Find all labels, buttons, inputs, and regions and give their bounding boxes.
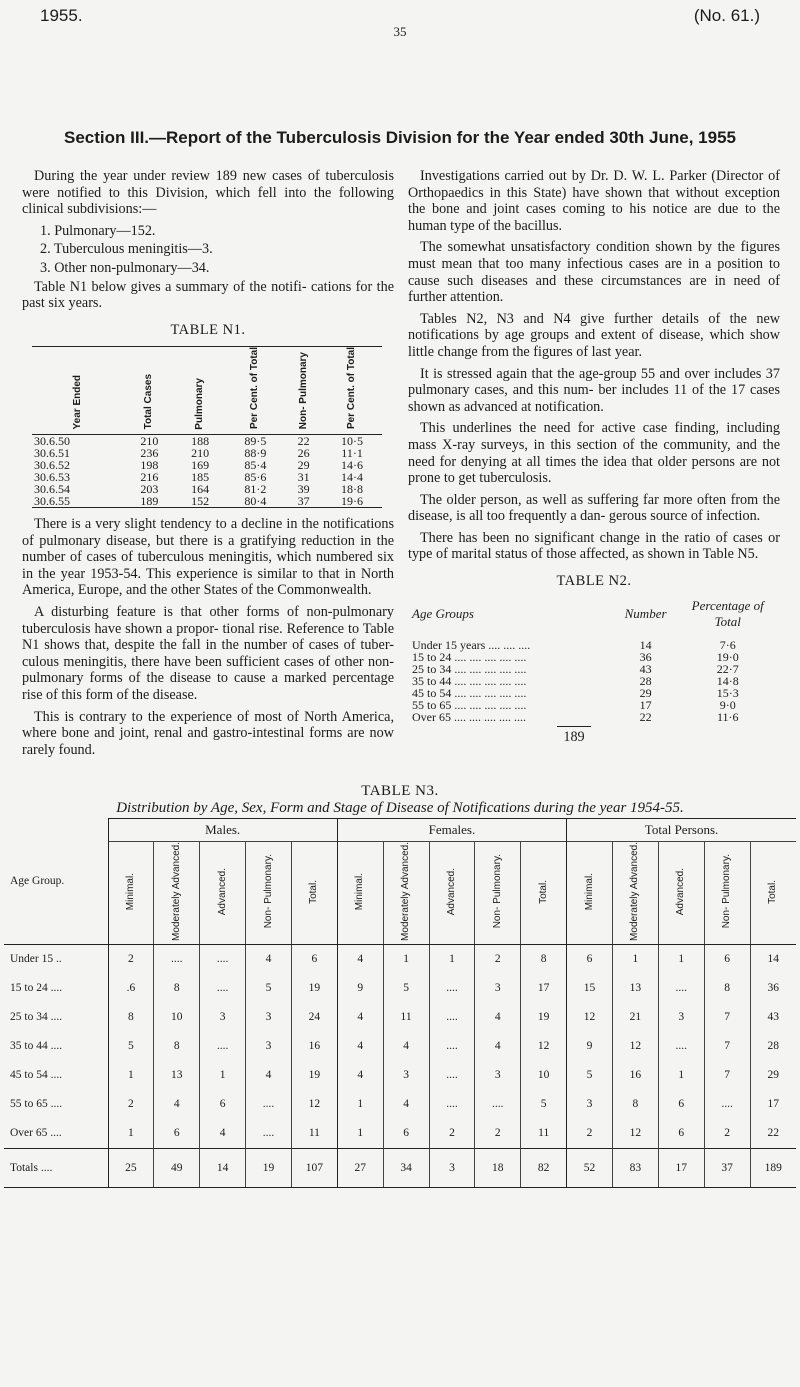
age-group-cell: Over 65 .... bbox=[4, 1119, 108, 1149]
table-cell: 15·3 bbox=[716, 685, 739, 700]
table-cell: 1 bbox=[429, 944, 475, 974]
n3-subheader-cell bbox=[108, 842, 154, 945]
paragraph: The older person, as well as suffering far more often from the disease, is all too frequently a dan- gerous source of infection. bbox=[408, 491, 780, 525]
table-cell: 1 bbox=[337, 1119, 383, 1149]
table-n2 bbox=[412, 598, 777, 723]
page-number: 35 bbox=[393, 24, 407, 39]
table-cell: 22·7 bbox=[716, 661, 739, 676]
table-cell: 34 bbox=[383, 1148, 429, 1187]
table-cell: 30.6.51 bbox=[34, 445, 70, 460]
table-cell: 19 bbox=[521, 1003, 567, 1032]
table-cell: 2 bbox=[108, 944, 154, 974]
table-cell: 81·2 bbox=[244, 481, 267, 496]
n3-subheader-cell bbox=[246, 842, 292, 945]
list-item: 2. Tuberculous meningitis—3. bbox=[40, 241, 213, 258]
table-cell: 3 bbox=[246, 1032, 292, 1061]
n1-header-cell bbox=[285, 347, 322, 435]
table-cell: .... bbox=[429, 1061, 475, 1090]
n3-subheader-label: Advanced. bbox=[445, 867, 457, 916]
table-cell: 55 to 65 .... .... .... .... .... bbox=[412, 697, 527, 712]
table-cell: 11 bbox=[383, 1003, 429, 1032]
table-n3-title: TABLE N3. bbox=[361, 783, 439, 799]
n2-header-age: Age Groups bbox=[412, 605, 474, 621]
table-cell: 12 bbox=[291, 1090, 337, 1119]
n3-subheader-label: Total. bbox=[308, 879, 320, 904]
table-cell: 17 bbox=[658, 1148, 704, 1187]
table-cell: 4 bbox=[154, 1090, 200, 1119]
n3-group-females: Females. bbox=[337, 819, 566, 842]
table-cell: 25 bbox=[108, 1148, 154, 1187]
table-cell: .... bbox=[154, 944, 200, 974]
table-row bbox=[4, 1119, 796, 1149]
table-cell: 28 bbox=[639, 673, 652, 688]
table-cell: 4 bbox=[200, 1119, 246, 1149]
table-cell: 14·8 bbox=[716, 673, 739, 688]
table-cell: .... bbox=[200, 1032, 246, 1061]
age-group-cell: Under 15 .. bbox=[4, 944, 108, 974]
table-cell: 12 bbox=[567, 1003, 613, 1032]
n3-subheader-label: Moderately Advanced. bbox=[400, 842, 412, 941]
n3-subheader-label: Advanced. bbox=[216, 867, 228, 916]
table-cell: 11 bbox=[291, 1119, 337, 1149]
list-item: 1. Pulmonary—152. bbox=[40, 222, 156, 239]
table-cell: 236 bbox=[140, 445, 159, 460]
table-cell: 4 bbox=[337, 1061, 383, 1090]
table-cell: 35 to 44 .... .... .... .... .... bbox=[412, 673, 527, 688]
table-cell: 36 bbox=[639, 649, 652, 664]
table-cell: 6 bbox=[567, 944, 613, 974]
table-cell: 8 bbox=[704, 974, 750, 1003]
table-row bbox=[4, 1003, 796, 1032]
n2-header-number: Number bbox=[624, 605, 667, 621]
table-cell: 2 bbox=[475, 1119, 521, 1149]
header-year: 1955. bbox=[40, 6, 83, 25]
table-cell: 198 bbox=[140, 457, 159, 472]
table-cell: 9·0 bbox=[719, 697, 736, 712]
table-n1 bbox=[32, 346, 382, 508]
table-cell: 107 bbox=[291, 1148, 337, 1187]
table-cell: 7·6 bbox=[719, 637, 736, 652]
table-cell: 19 bbox=[291, 974, 337, 1003]
paragraph: This is contrary to the experience of most of North America, where bone and joint, renal and gastro-intestinal forms are now rarely found. bbox=[22, 708, 394, 758]
table-cell: 11·1 bbox=[341, 445, 363, 460]
table-cell: 83 bbox=[612, 1148, 658, 1187]
table-cell: 29 bbox=[639, 685, 652, 700]
table-cell: .... bbox=[246, 1119, 292, 1149]
table-cell: 14 bbox=[767, 953, 780, 966]
n1-header-cell bbox=[225, 347, 285, 435]
table-cell: 3 bbox=[475, 974, 521, 1003]
n3-subheader-label: Minimal. bbox=[124, 872, 136, 911]
table-cell: 29 bbox=[767, 1069, 780, 1082]
table-cell: 16 bbox=[612, 1061, 658, 1090]
table-cell: 1 bbox=[658, 944, 704, 974]
table-cell: 28 bbox=[767, 1040, 780, 1053]
table-cell: 6 bbox=[200, 1090, 246, 1119]
n3-subheader-cell bbox=[658, 842, 704, 945]
table-cell: 216 bbox=[140, 469, 159, 484]
table-cell: 30.6.55 bbox=[32, 495, 124, 508]
table-row bbox=[4, 1061, 796, 1090]
table-cell: 189 bbox=[750, 1148, 796, 1187]
table-n1-title: TABLE N1. bbox=[170, 321, 246, 338]
table-cell: 2 bbox=[567, 1119, 613, 1149]
n1-header-label: Per Cent. of Total bbox=[249, 347, 261, 430]
table-cell: 4 bbox=[337, 1032, 383, 1061]
table-cell: 7 bbox=[704, 1032, 750, 1061]
table-cell: 4 bbox=[246, 944, 292, 974]
table-cell: 43 bbox=[767, 1011, 780, 1024]
table-cell: .... bbox=[200, 974, 246, 1003]
paragraph: This underlines the need for active case finding, including mass X-ray surveys, in this section of the community, and the need for denying at all times the idea that older persons are not prone to get tuberculosis. bbox=[408, 420, 780, 487]
table-cell: 37 bbox=[285, 495, 322, 508]
age-group-cell: 45 to 54 .... bbox=[4, 1061, 108, 1090]
table-cell: 15 bbox=[567, 974, 613, 1003]
table-cell: 189 bbox=[124, 495, 175, 508]
table-cell: 22 bbox=[767, 1127, 780, 1140]
table-cell: 22 bbox=[297, 433, 310, 448]
n3-group-males: Males. bbox=[108, 819, 337, 842]
table-cell: 210 bbox=[140, 433, 159, 448]
table-cell: 1 bbox=[658, 1061, 704, 1090]
table-cell: 30.6.53 bbox=[34, 469, 70, 484]
n3-subheader-cell bbox=[383, 842, 429, 945]
table-cell: 36 bbox=[767, 982, 780, 995]
table-cell: 10·5 bbox=[341, 433, 364, 448]
paragraph: There has been no significant change in the ratio of cases or type of marital status of those affected, as shown in Table N5. bbox=[408, 529, 780, 563]
n3-subheader-label: Non- Pulmonary. bbox=[491, 854, 503, 929]
table-cell: 152 bbox=[175, 495, 226, 508]
table-cell: 14·4 bbox=[341, 469, 364, 484]
paragraph: Tables N2, N3 and N4 give further details of the new notifications by age groups and extent of disease, which show little change from the figures of last year. bbox=[408, 310, 780, 360]
n3-subheader-cell bbox=[337, 842, 383, 945]
table-row bbox=[412, 711, 777, 723]
n3-subheader-cell bbox=[750, 842, 796, 945]
table-row bbox=[4, 974, 796, 1003]
n1-header-label: Pulmonary bbox=[194, 377, 206, 430]
n3-subheader-label: Moderately Advanced. bbox=[629, 842, 641, 941]
n1-header-cell bbox=[175, 347, 226, 435]
table-cell: 8 bbox=[521, 944, 567, 974]
table-cell: 1 bbox=[108, 1061, 154, 1090]
n3-age-header: Age Group. bbox=[4, 819, 108, 945]
table-cell: 30.6.50 bbox=[34, 433, 70, 448]
n3-subheader-cell bbox=[291, 842, 337, 945]
table-cell: 2 bbox=[475, 944, 521, 974]
table-cell: 19·0 bbox=[716, 649, 739, 664]
table-cell: 30.6.54 bbox=[34, 481, 70, 496]
table-cell: 185 bbox=[191, 469, 210, 484]
totals-row bbox=[4, 1148, 796, 1187]
age-group-cell: 15 to 24 .... bbox=[4, 974, 108, 1003]
table-cell: 43 bbox=[639, 661, 652, 676]
table-cell: 2 bbox=[704, 1119, 750, 1149]
n3-subheader-cell bbox=[521, 842, 567, 945]
n1-header-cell bbox=[124, 347, 175, 435]
table-cell: 4 bbox=[337, 1003, 383, 1032]
table-cell: 85·6 bbox=[244, 469, 267, 484]
table-cell: .... bbox=[200, 944, 246, 974]
table-cell: 11 bbox=[521, 1119, 567, 1149]
age-group-cell: 35 to 44 .... bbox=[4, 1032, 108, 1061]
list-item: 3. Other non-pulmonary—34. bbox=[40, 259, 210, 276]
table-cell: 1 bbox=[612, 944, 658, 974]
table-cell: 13 bbox=[154, 1061, 200, 1090]
table-cell: 1 bbox=[108, 1119, 154, 1149]
table-cell: 12 bbox=[612, 1119, 658, 1149]
table-row bbox=[4, 1032, 796, 1061]
table-cell: 5 bbox=[521, 1090, 567, 1119]
table-row bbox=[32, 495, 382, 508]
table-cell: 1 bbox=[200, 1061, 246, 1090]
table-cell: .... bbox=[658, 1032, 704, 1061]
table-cell: 6 bbox=[291, 944, 337, 974]
table-cell: 39 bbox=[297, 481, 310, 496]
table-cell: Under 15 years .... .... .... bbox=[412, 637, 531, 652]
table-cell: .... bbox=[658, 974, 704, 1003]
table-cell: .... bbox=[429, 1090, 475, 1119]
n3-subheader-label: Non- Pulmonary. bbox=[721, 854, 733, 929]
n1-header-label: Per Cent. of Total bbox=[346, 347, 358, 430]
intro-paragraph: During the year under review 189 new cases of tuberculosis were notified to this Division, which fell into the following clinical subdivisions:— bbox=[22, 168, 394, 218]
n2-total-value: 189 bbox=[557, 726, 590, 745]
table-cell: 4 bbox=[246, 1061, 292, 1090]
paragraph: It is stressed again that the age-group 55 and over includes 37 pulmonary cases, and this num- ber includes 11 of the 17 cases shown as advanced at notification. bbox=[408, 365, 780, 415]
table-cell: .... bbox=[429, 974, 475, 1003]
n3-subheader-cell bbox=[200, 842, 246, 945]
table-cell: 8 bbox=[154, 1032, 200, 1061]
table-cell: 37 bbox=[704, 1148, 750, 1187]
table-cell: 31 bbox=[297, 469, 310, 484]
table-cell: 164 bbox=[191, 481, 210, 496]
table-cell: 19·6 bbox=[322, 495, 382, 508]
table-cell: 11·6 bbox=[716, 709, 739, 724]
table-cell: 4 bbox=[383, 1032, 429, 1061]
table-cell: 82 bbox=[521, 1148, 567, 1187]
table-cell: 4 bbox=[383, 1090, 429, 1119]
table-cell: 10 bbox=[154, 1003, 200, 1032]
table-cell: Over 65 .... .... .... .... .... bbox=[412, 709, 526, 724]
table-cell: 5 bbox=[567, 1061, 613, 1090]
table-cell: 8 bbox=[612, 1090, 658, 1119]
table-cell: 88·9 bbox=[244, 445, 267, 460]
table-cell: 12 bbox=[521, 1032, 567, 1061]
paragraph: A disturbing feature is that other forms of non-pulmonary tuberculosis have shown a propor- tional rise. Reference to Table N1 shows that, despite the fall in the number of cases of tuber- culous meningitis, there have been sufficient cases of other non-pulmonary forms of the disease to cause a marked percentage rise of this form of the disease. bbox=[22, 603, 394, 703]
table-row bbox=[4, 1090, 796, 1119]
table-cell: 5 bbox=[108, 1032, 154, 1061]
n1-header-label: Total Cases bbox=[143, 374, 155, 430]
table-cell: 3 bbox=[246, 1003, 292, 1032]
table-cell: 3 bbox=[383, 1061, 429, 1090]
age-group-cell: 25 to 34 .... bbox=[4, 1003, 108, 1032]
n3-group-total: Total Persons. bbox=[567, 819, 796, 842]
table-cell: .6 bbox=[108, 974, 154, 1003]
table-cell: .... bbox=[429, 1003, 475, 1032]
table-cell: 7 bbox=[704, 1061, 750, 1090]
table-cell: 1 bbox=[337, 1090, 383, 1119]
table-cell: 14·6 bbox=[341, 457, 364, 472]
table-cell: 6 bbox=[704, 944, 750, 974]
paragraph: Investigations carried out by Dr. D. W. L. Parker (Director of Orthopaedics in this State) have shown that without exception the bone and joint cases coming to his notice are due to the human type of the bacillus. bbox=[408, 168, 780, 234]
table-cell: 14 bbox=[200, 1148, 246, 1187]
table-cell: 2 bbox=[429, 1119, 475, 1149]
table-cell: 13 bbox=[612, 974, 658, 1003]
section-title: Section III.—Report of the Tuberculosis Division for the Year ended 30th June, 1955 bbox=[64, 128, 736, 147]
table-cell: 18 bbox=[475, 1148, 521, 1187]
n1-header-cell bbox=[322, 347, 382, 435]
table-cell: 9 bbox=[567, 1032, 613, 1061]
n3-subheader-label: Total. bbox=[537, 879, 549, 904]
n3-subheader-cell bbox=[567, 842, 613, 945]
age-group-cell: 55 to 65 .... bbox=[4, 1090, 108, 1119]
table-cell: 7 bbox=[704, 1003, 750, 1032]
table-cell: 6 bbox=[383, 1119, 429, 1149]
table-cell: .... bbox=[429, 1032, 475, 1061]
table-cell: 4 bbox=[337, 944, 383, 974]
table-cell: 18·8 bbox=[341, 481, 364, 496]
n1-header-label: Non- Pulmonary bbox=[297, 352, 309, 430]
table-cell: 8 bbox=[154, 974, 200, 1003]
n2-total bbox=[368, 729, 780, 746]
table-cell: 14 bbox=[639, 637, 652, 652]
table-cell: 6 bbox=[658, 1090, 704, 1119]
table-cell: 1 bbox=[383, 944, 429, 974]
table-cell: 169 bbox=[191, 457, 210, 472]
table-cell: 45 to 54 .... .... .... .... .... bbox=[412, 685, 527, 700]
table-cell: 6 bbox=[154, 1119, 200, 1149]
table-cell: 19 bbox=[291, 1061, 337, 1090]
n3-subheader-label: Minimal. bbox=[583, 872, 595, 911]
table-cell: 3 bbox=[658, 1003, 704, 1032]
n3-subheader-cell bbox=[475, 842, 521, 945]
table-cell: 27 bbox=[337, 1148, 383, 1187]
n1-intro-paragraph: Table N1 below gives a summary of the notifi- cations for the past six years. bbox=[22, 278, 394, 312]
table-cell: 49 bbox=[154, 1148, 200, 1187]
table-cell: 85·4 bbox=[244, 457, 267, 472]
page-header bbox=[40, 6, 760, 40]
table-cell: 8 bbox=[108, 1003, 154, 1032]
table-n3 bbox=[4, 818, 796, 1188]
n3-subheader-label: Minimal. bbox=[354, 872, 366, 911]
n3-subheader-label: Advanced. bbox=[675, 867, 687, 916]
table-cell: 17 bbox=[767, 1098, 780, 1111]
table-cell: 3 bbox=[567, 1090, 613, 1119]
paragraph: There is a very slight tendency to a decline in the notifications of pulmonary disease, but there is a gratifying reduction in the number of cases of tuberculous meningitis, which numbered six in the year 1953-54. This experience is similar to that in North America, Europe, and the other States of the Commonwealth. bbox=[22, 515, 394, 599]
table-cell: 89·5 bbox=[244, 433, 267, 448]
table-cell: 12 bbox=[612, 1032, 658, 1061]
age-group-cell: Totals .... bbox=[4, 1148, 108, 1187]
table-row bbox=[4, 944, 796, 974]
table-cell: 9 bbox=[337, 974, 383, 1003]
n3-subheader-cell bbox=[429, 842, 475, 945]
table-cell: 52 bbox=[567, 1148, 613, 1187]
header-number: (No. 61.) bbox=[693, 6, 760, 25]
table-cell: 25 to 34 .... .... .... .... .... bbox=[412, 661, 527, 676]
table-cell: 19 bbox=[246, 1148, 292, 1187]
table-cell: 22 bbox=[639, 709, 652, 724]
table-cell: 29 bbox=[297, 457, 310, 472]
table-cell: 203 bbox=[140, 481, 159, 496]
n2-header-percent: Percentage of Total bbox=[691, 597, 764, 630]
n3-subheader-cell bbox=[704, 842, 750, 945]
table-cell: 210 bbox=[191, 445, 210, 460]
table-cell: 80·4 bbox=[225, 495, 285, 508]
table-cell: 17 bbox=[639, 697, 652, 712]
n3-subheader-cell bbox=[154, 842, 200, 945]
n3-subheader-label: Total. bbox=[767, 879, 779, 904]
table-cell: 4 bbox=[475, 1032, 521, 1061]
table-cell: 10 bbox=[521, 1061, 567, 1090]
table-cell: .... bbox=[704, 1090, 750, 1119]
n3-subheader-cell bbox=[612, 842, 658, 945]
table-cell: 15 to 24 .... .... .... .... .... bbox=[412, 649, 527, 664]
table-cell: 188 bbox=[191, 433, 210, 448]
table-cell: 3 bbox=[475, 1061, 521, 1090]
table-cell: 3 bbox=[429, 1148, 475, 1187]
table-cell: 5 bbox=[383, 974, 429, 1003]
table-cell: 26 bbox=[297, 445, 310, 460]
n1-header-label: Year Ended bbox=[72, 374, 84, 430]
table-n3-wrapper bbox=[4, 818, 796, 1188]
table-cell: 3 bbox=[200, 1003, 246, 1032]
paragraph: The somewhat unsatisfactory condition shown by the figures must mean that too many infectious cases are in a position to cause such diseases and these circumstances are in need of further attention. bbox=[408, 239, 780, 306]
right-column bbox=[408, 168, 780, 745]
table-cell: 4 bbox=[475, 1003, 521, 1032]
table-n2-title: TABLE N2. bbox=[556, 573, 632, 590]
table-cell: 21 bbox=[612, 1003, 658, 1032]
n3-subheader-label: Moderately Advanced. bbox=[170, 842, 182, 941]
table-cell: 24 bbox=[291, 1003, 337, 1032]
table-cell: 2 bbox=[108, 1090, 154, 1119]
table-cell: 5 bbox=[246, 974, 292, 1003]
table-cell: 6 bbox=[658, 1119, 704, 1149]
table-cell: .... bbox=[475, 1090, 521, 1119]
left-column bbox=[22, 168, 394, 763]
table-cell: 30.6.52 bbox=[34, 457, 70, 472]
table-cell: 16 bbox=[291, 1032, 337, 1061]
table-cell: .... bbox=[246, 1090, 292, 1119]
table-cell: 17 bbox=[521, 974, 567, 1003]
table-n3-subtitle: Distribution by Age, Sex, Form and Stage of Disease of Notifications during the year 1954-55. bbox=[116, 800, 684, 816]
n1-header-cell bbox=[32, 347, 124, 435]
n3-subheader-label: Non- Pulmonary. bbox=[262, 854, 274, 929]
